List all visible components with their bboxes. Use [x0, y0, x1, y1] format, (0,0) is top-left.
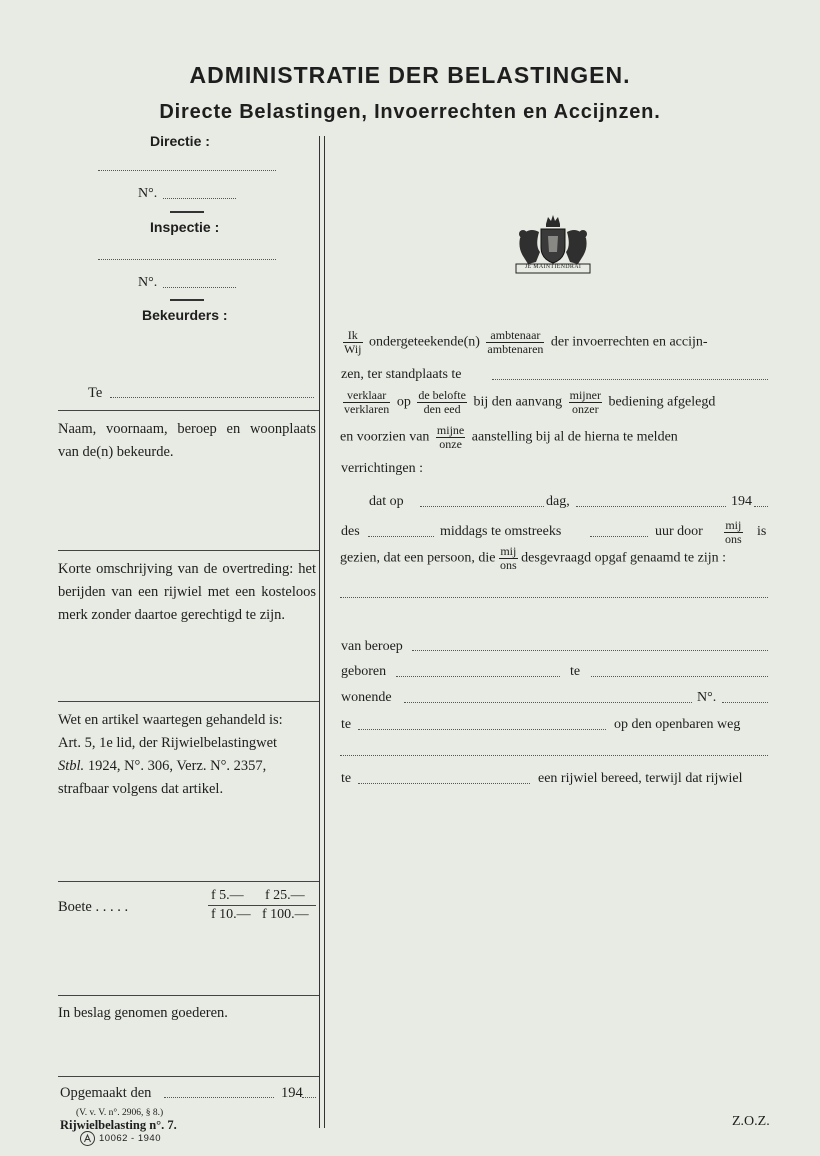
huisnummer-label: N°. — [697, 690, 717, 705]
declaration-line-4: en voorzien van $\frac{\text{mijne}}{\text{onze}}$ aanstelling bij al de hierna te melden — [340, 423, 678, 451]
declaration-line-1: $\frac{Ik}{\text{Wij}}$ ondergeteekende(n) $\frac{\text{ambtenaar}}{\text{ambtenaren}}$ der invoerrechten en accijn- — [344, 328, 708, 356]
naam-field[interactable] — [340, 597, 768, 598]
dag-label: dag, — [546, 494, 570, 509]
opgemaakt-label: Opgemaakt den — [60, 1085, 152, 1101]
section-rule — [58, 881, 319, 882]
mijner-fraction: $\frac{\text{mijner}}{\text{onzer}}$ — [569, 388, 601, 416]
boete-r2c2: f 100.— — [262, 907, 309, 922]
inspectie-no-field[interactable] — [163, 287, 236, 288]
stbl-italic: Stbl. — [58, 758, 85, 774]
te2-field[interactable] — [358, 729, 606, 730]
is-label: is — [757, 524, 767, 539]
opgemaakt-year-field[interactable] — [302, 1097, 316, 1098]
column-divider-1 — [319, 136, 320, 1128]
section-rule — [58, 701, 319, 702]
te-label: Te — [88, 385, 103, 401]
inspectie-no-label: N°. — [138, 275, 158, 290]
section-rule — [58, 995, 319, 996]
year-field[interactable] — [754, 506, 768, 507]
date-field[interactable] — [420, 506, 544, 507]
datop-label: dat op — [369, 494, 404, 509]
separator-dash — [170, 211, 204, 213]
verrichtingen-text: verrichtingen : — [341, 461, 424, 476]
geboorteplaats-field[interactable] — [591, 676, 768, 677]
inspectie-label: Inspectie : — [150, 219, 220, 235]
printer-mark-icon — [80, 1131, 95, 1146]
art-line: Art. 5, 1e lid, der Rijwielbelastingwet — [58, 735, 278, 751]
boete-fraction-line — [208, 905, 316, 906]
wet-text — [58, 709, 316, 801]
naam-text: Naam, voornaam, beroep en woonplaats van de(n) bekeurde. — [58, 421, 316, 460]
middags-label: middags te omstreeks — [440, 524, 562, 539]
bekeurders-label: Bekeurders : — [142, 307, 228, 323]
extra-field[interactable] — [340, 755, 768, 756]
declaration-line-gezien: gezien, dat een persoon, die $\frac{\text{mij}}{\text{ons}}$ desgevraagd opgaf genaamd te zijn : — [340, 544, 727, 572]
des-field[interactable] — [368, 536, 434, 537]
stbl-line — [58, 755, 316, 778]
mijne-fraction: $\frac{\text{mijne}}{\text{onze}}$ — [436, 423, 465, 451]
beroep-label: van beroep — [341, 639, 403, 654]
inspectie-field[interactable] — [98, 259, 276, 260]
wonende-field[interactable] — [404, 702, 692, 703]
stbl-rest: 1924, N°. 306, Verz. N°. 2357, — [84, 758, 267, 774]
beslag-text: In beslag genomen goederen. — [58, 1005, 228, 1021]
month-field[interactable] — [576, 506, 726, 507]
form-subtitle: Directe Belastingen, Invoerrechten en Accijnzen. — [159, 101, 661, 123]
geboren-field[interactable] — [396, 676, 560, 677]
openbaren-weg-text: op den openbaren weg — [614, 717, 741, 732]
directie-no-field[interactable] — [163, 198, 236, 199]
belofte-fraction: $\frac{\text{de belofte}}{\text{den eed}}$ — [418, 388, 466, 416]
boete-r1c2: f 25.— — [265, 888, 305, 903]
te-field[interactable] — [110, 397, 314, 398]
ambtenaar-fraction: $\frac{\text{ambtenaar}}{\text{ambtenaren}}$ — [487, 328, 544, 356]
te3-field[interactable] — [358, 783, 530, 784]
zoz-text: Z.O.Z. — [732, 1114, 770, 1129]
declaration-line-3: $\frac{\text{verklaar}}{\text{verklaren}}$ op $\frac{\text{de belofte}}{\text{den eed}}$ bij den aanvang $\frac{\text{mijner}}{\text{onzer}}$ bediening afgelegd — [344, 388, 716, 416]
boete-r2c1: f 10.— — [211, 907, 251, 922]
separator-dash — [170, 299, 204, 301]
opgemaakt-year: 194 — [281, 1085, 303, 1101]
section-rule — [58, 550, 319, 551]
te2-label: te — [341, 717, 352, 732]
form-number: Rijwielbelasting n°. 7. — [60, 1118, 177, 1132]
mij-ons-fraction-2: $\frac{\text{mij}}{\text{ons}}$ — [500, 544, 517, 572]
rijwiel-text: een rijwiel bereed, terwijl dat rijwiel — [538, 771, 743, 786]
year-label: 194 — [731, 494, 752, 509]
korte-text: Korte omschrijving van de overtreding: het berijden van een rijwiel met een kosteloos merk zonder daartoe gerechtigd te zijn. — [58, 561, 316, 623]
geboren-label: geboren — [341, 664, 387, 679]
opgemaakt-field[interactable] — [164, 1097, 274, 1098]
wonende-label: wonende — [341, 690, 392, 705]
boete-label: Boete . . . . . — [58, 899, 129, 915]
des-label: des — [341, 524, 360, 539]
print-code: 10062 - 1940 — [99, 1133, 161, 1144]
beroep-field[interactable] — [412, 650, 768, 651]
standplaats-field[interactable] — [492, 379, 768, 380]
directie-field[interactable] — [98, 170, 276, 171]
wet-line: Wet en artikel waartegen gehandeld is: — [58, 712, 283, 728]
form-reference: (V. v. V. n°. 2906, § 8.) — [76, 1108, 164, 1118]
uurdoor-label: uur door — [655, 524, 703, 539]
emblem-motto: JE MAINTIENDRAI — [524, 264, 582, 270]
huisnummer-field[interactable] — [722, 702, 768, 703]
strafbaar-line: strafbaar volgens dat artikel. — [58, 781, 224, 797]
zen-text: zen, ter standplaats te — [341, 367, 462, 382]
geboren-te-label: te — [570, 664, 581, 679]
form-title: ADMINISTRATIE DER BELASTINGEN. — [189, 62, 631, 88]
directie-no-label: N°. — [138, 186, 158, 201]
mij-ons-fraction-1: $\frac{\text{mij}}{\text{ons}}$ — [725, 518, 742, 546]
te3-label: te — [341, 771, 352, 786]
ik-wij-fraction: $\frac{Ik}{\text{Wij}}$ — [344, 328, 362, 356]
verklaar-fraction: $\frac{\text{verklaar}}{\text{verklaren}}$ — [344, 388, 390, 416]
directie-label: Directie : — [150, 133, 210, 149]
time-field[interactable] — [590, 536, 648, 537]
column-divider-2 — [324, 136, 325, 1128]
section-rule — [58, 410, 319, 411]
boete-r1c1: f 5.— — [211, 888, 244, 903]
section-rule — [58, 1076, 319, 1077]
